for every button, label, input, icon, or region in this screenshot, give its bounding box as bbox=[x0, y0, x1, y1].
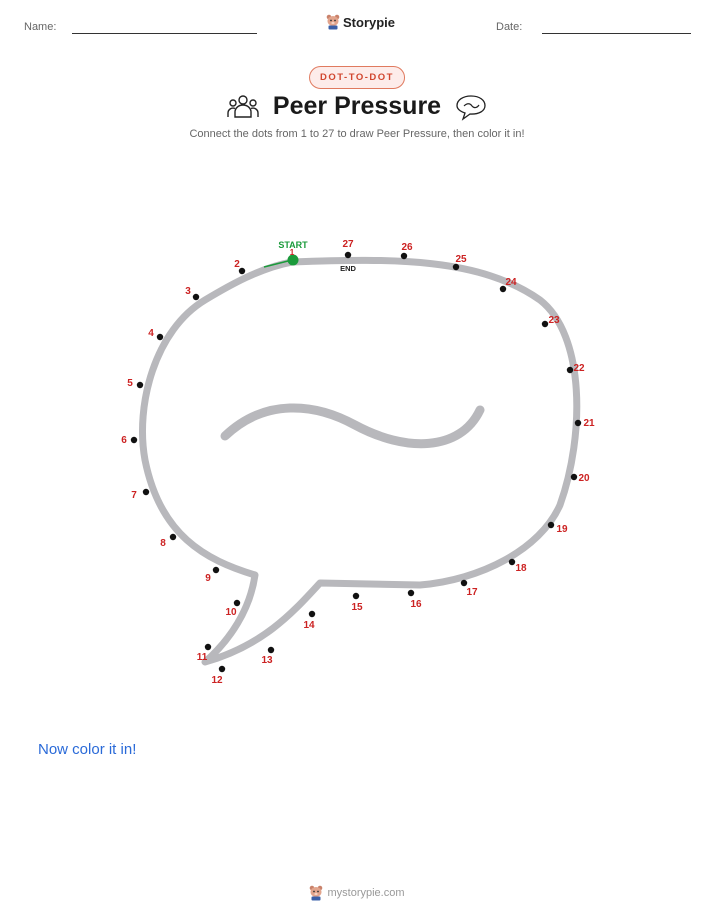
dot-label: 6 bbox=[121, 435, 127, 446]
dot[interactable] bbox=[461, 580, 478, 598]
dot-label: 5 bbox=[127, 378, 133, 389]
name-label: Name: bbox=[24, 21, 57, 33]
dot-label: 11 bbox=[196, 652, 208, 663]
dot[interactable] bbox=[571, 473, 590, 484]
dot-label: 22 bbox=[573, 363, 585, 374]
dot[interactable] bbox=[211, 666, 225, 686]
dot[interactable] bbox=[261, 647, 274, 666]
dot[interactable] bbox=[131, 489, 149, 501]
dot-label: 18 bbox=[515, 563, 527, 574]
activity-badge: DOT-TO-DOT bbox=[309, 66, 405, 89]
title-text: Peer Pressure bbox=[272, 92, 442, 120]
dot-label: 12 bbox=[211, 675, 223, 686]
dot-label: 14 bbox=[303, 620, 315, 631]
dot[interactable] bbox=[542, 315, 560, 327]
dot[interactable] bbox=[225, 600, 240, 618]
dot-label: 17 bbox=[466, 587, 478, 598]
instructions: Connect the dots from 1 to 27 to draw Peer Pressure, then color it in! bbox=[189, 128, 525, 140]
dot[interactable] bbox=[121, 435, 137, 446]
wave-stroke bbox=[225, 408, 480, 444]
dot-label: 2 bbox=[234, 259, 240, 270]
dot-label: 21 bbox=[583, 418, 595, 429]
dot[interactable] bbox=[567, 363, 585, 374]
dot-label: 4 bbox=[148, 328, 154, 339]
dot-label: 10 bbox=[225, 607, 237, 618]
dot-label: 1 bbox=[289, 248, 295, 257]
dot-label: 7 bbox=[131, 490, 137, 501]
dot-label: 13 bbox=[261, 655, 273, 666]
dot-label: 15 bbox=[351, 602, 363, 613]
dot[interactable] bbox=[342, 239, 354, 258]
dot[interactable] bbox=[205, 567, 219, 584]
dot-label: 20 bbox=[578, 473, 590, 484]
dot-label: 23 bbox=[548, 315, 560, 326]
dot[interactable] bbox=[127, 378, 143, 389]
dot[interactable] bbox=[148, 328, 163, 340]
dot-label: 16 bbox=[410, 599, 422, 610]
dot[interactable] bbox=[303, 611, 315, 631]
dot-label: 26 bbox=[401, 242, 413, 253]
date-label: Date: bbox=[496, 21, 523, 33]
dot-label: 3 bbox=[185, 286, 191, 297]
dot[interactable] bbox=[185, 286, 199, 300]
dot[interactable] bbox=[548, 522, 568, 535]
dot-label: 25 bbox=[455, 254, 467, 265]
dot-label: 9 bbox=[205, 573, 211, 584]
dot-label: 8 bbox=[160, 538, 166, 549]
dot-label: 27 bbox=[342, 239, 354, 250]
dot[interactable] bbox=[401, 242, 413, 259]
start-label: START bbox=[278, 240, 308, 250]
footer bbox=[0, 885, 714, 901]
dot[interactable] bbox=[160, 534, 176, 549]
brand-name: Storypie bbox=[343, 14, 396, 30]
footer-site[interactable]: mystorypie.com bbox=[327, 887, 405, 899]
storypie-bear-icon bbox=[309, 885, 323, 901]
color-instruction: Now color it in! bbox=[38, 741, 137, 758]
end-label: END bbox=[340, 264, 356, 273]
dot-label: 24 bbox=[505, 277, 517, 288]
dot[interactable] bbox=[509, 559, 527, 574]
dot[interactable] bbox=[408, 590, 422, 610]
dot-label: 19 bbox=[556, 524, 568, 535]
dot[interactable] bbox=[234, 259, 245, 274]
dot[interactable] bbox=[351, 593, 363, 613]
